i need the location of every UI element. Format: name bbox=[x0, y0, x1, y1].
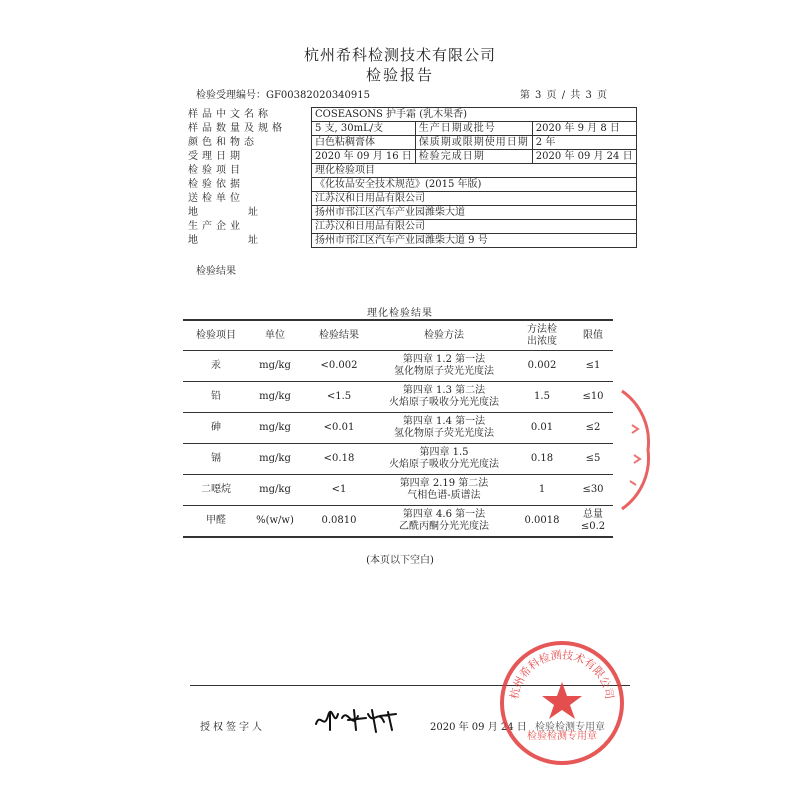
info-value: COSEASONS 护手霜 (乳木果香) bbox=[312, 108, 637, 122]
company-name: 杭州希科检测技术有限公司 bbox=[303, 46, 496, 64]
cell-limit: ≤5 bbox=[573, 444, 613, 475]
info-label: 地址 bbox=[188, 207, 308, 218]
cell-limit: ≤1 bbox=[573, 351, 613, 382]
info-label: 颜色和物态 bbox=[188, 137, 258, 148]
col-header-method: 检验方法 bbox=[377, 320, 511, 351]
seal-bottom-text: 检验检测专用章 bbox=[527, 731, 597, 742]
results-section-label: 检验结果 bbox=[196, 266, 236, 277]
cell-detect: 0.0018 bbox=[511, 506, 573, 538]
table-row bbox=[183, 444, 613, 475]
sample-info-table bbox=[183, 107, 637, 248]
col-header-unit: 单位 bbox=[249, 320, 301, 351]
cell-method bbox=[377, 351, 511, 382]
cell-method bbox=[377, 506, 511, 538]
method-line: 第四章 1.4 第一法 bbox=[402, 416, 486, 427]
cell-limit: ≤10 bbox=[573, 382, 613, 413]
info-label: 生产企业 bbox=[188, 221, 244, 232]
info-value: 《化妆品安全技术规范》(2015 年版) bbox=[312, 178, 637, 192]
cell-unit: mg/kg bbox=[249, 382, 301, 413]
method-line: 氢化物原子荧光光度法 bbox=[394, 366, 494, 377]
cell-detect: 1 bbox=[511, 475, 573, 506]
col-header-limit: 限值 bbox=[573, 320, 613, 351]
cell-result: <0.01 bbox=[301, 413, 377, 444]
info-value: 白色粘稠膏体 bbox=[312, 136, 416, 150]
cell-unit: %(w/w) bbox=[249, 506, 301, 538]
cell-unit: mg/kg bbox=[249, 475, 301, 506]
info-value: 2020 年 09 月 24 日 bbox=[532, 150, 636, 164]
info-row bbox=[183, 234, 636, 248]
method-line: 火焰原子吸收分光光度法 bbox=[389, 459, 499, 470]
accession-row bbox=[196, 86, 608, 101]
cell-result: <0.18 bbox=[301, 444, 377, 475]
col-header-result: 检验结果 bbox=[301, 320, 377, 351]
cell-limit: 总量≤0.2 bbox=[573, 506, 613, 538]
table-row bbox=[183, 351, 613, 382]
col-header-detect bbox=[511, 320, 573, 351]
page-number: 第 3 页 / 共 3 页 bbox=[519, 90, 608, 101]
info-value: 扬州市邗江区汽车产业园潍柴大道 9 号 bbox=[312, 234, 637, 248]
info-value: 2020 年 9 月 8 日 bbox=[532, 122, 636, 136]
cell-unit: mg/kg bbox=[249, 351, 301, 382]
info-label: 检验完成日期 bbox=[415, 150, 532, 164]
method-line: 第四章 1.5 bbox=[419, 447, 469, 458]
sign-date: 2020 年 09 月 24 日 bbox=[430, 722, 527, 733]
results-table bbox=[183, 319, 613, 538]
signatory-label: 授权签字人 bbox=[200, 722, 265, 733]
method-line: 第四章 1.3 第二法 bbox=[402, 385, 486, 396]
seal-overlap-text: 检验检测专用章 bbox=[535, 722, 605, 733]
info-label: 检验项目 bbox=[188, 165, 244, 176]
info-value: 理化检验项目 bbox=[312, 164, 637, 178]
cell-detect: 0.002 bbox=[511, 351, 573, 382]
results-table-caption: 理化检验结果 bbox=[367, 308, 433, 319]
table-row bbox=[183, 475, 613, 506]
cell-item: 汞 bbox=[183, 351, 249, 382]
info-value: 江苏汉和日用品有限公司 bbox=[312, 220, 637, 234]
company-seal-stamp bbox=[497, 638, 627, 768]
cell-result: <0.002 bbox=[301, 351, 377, 382]
cell-detect: 0.18 bbox=[511, 444, 573, 475]
info-row bbox=[183, 108, 636, 122]
table-row bbox=[183, 413, 613, 444]
blank-below-note: (本页以下空白) bbox=[366, 555, 434, 566]
cell-item: 甲醛 bbox=[183, 506, 249, 538]
info-row bbox=[183, 122, 636, 136]
cell-unit: mg/kg bbox=[249, 444, 301, 475]
cell-limit: ≤30 bbox=[573, 475, 613, 506]
cell-detect: 0.01 bbox=[511, 413, 573, 444]
accession-number: 检验受理编号：GF00382020340915 bbox=[196, 90, 370, 101]
detect-header-line: 出浓度 bbox=[527, 335, 557, 347]
method-line: 第四章 1.2 第一法 bbox=[402, 354, 486, 365]
cell-method bbox=[377, 413, 511, 444]
handwritten-signature bbox=[312, 704, 402, 734]
method-line: 氢化物原子荧光光度法 bbox=[394, 428, 494, 439]
info-value: 5 支, 30mL/支 bbox=[312, 122, 416, 136]
method-line: 乙酰丙酮分光光度法 bbox=[399, 521, 489, 532]
info-value: 江苏汉和日用品有限公司 bbox=[312, 192, 637, 206]
results-header-row bbox=[183, 320, 613, 351]
cell-unit: mg/kg bbox=[249, 413, 301, 444]
cell-result: <1.5 bbox=[301, 382, 377, 413]
info-row bbox=[183, 192, 636, 206]
cell-method bbox=[377, 475, 511, 506]
info-row bbox=[183, 206, 636, 220]
report-title: 检验报告 bbox=[365, 66, 434, 84]
cell-item: 铅 bbox=[183, 382, 249, 413]
cell-method bbox=[377, 382, 511, 413]
method-line: 第四章 4.6 第一法 bbox=[402, 509, 486, 520]
cell-detect: 1.5 bbox=[511, 382, 573, 413]
table-row bbox=[183, 506, 613, 538]
info-row bbox=[183, 178, 636, 192]
info-label: 样品数量及规格 bbox=[188, 123, 286, 134]
cell-item: 二噁烷 bbox=[183, 475, 249, 506]
cell-result: 0.0810 bbox=[301, 506, 377, 538]
info-row bbox=[183, 164, 636, 178]
cell-item: 镉 bbox=[183, 444, 249, 475]
cell-method bbox=[377, 444, 511, 475]
col-header-item: 检验项目 bbox=[183, 320, 249, 351]
info-label: 保质期或限期使用日期 bbox=[415, 136, 532, 150]
info-label: 生产日期或批号 bbox=[415, 122, 532, 136]
info-value: 2020 年 09 月 16 日 bbox=[312, 150, 416, 164]
info-label: 送检单位 bbox=[188, 193, 244, 204]
seal-company-text: 杭州希科检测技术有限公司 bbox=[507, 648, 617, 701]
cell-limit: ≤2 bbox=[573, 413, 613, 444]
method-line: 第四章 2.19 第二法 bbox=[399, 478, 489, 489]
info-row bbox=[183, 136, 636, 150]
info-value: 2 年 bbox=[532, 136, 636, 150]
info-row bbox=[183, 150, 636, 164]
detect-header-line: 方法检 bbox=[527, 323, 557, 335]
seal-edge-stamp bbox=[618, 385, 652, 515]
info-label: 受理日期 bbox=[188, 151, 244, 162]
info-value: 扬州市邗江区汽车产业园潍柴大道 bbox=[312, 206, 637, 220]
info-row bbox=[183, 220, 636, 234]
info-label: 检验依据 bbox=[188, 179, 244, 190]
cell-result: <1 bbox=[301, 475, 377, 506]
info-label: 地址 bbox=[188, 235, 308, 246]
table-row bbox=[183, 382, 613, 413]
method-line: 火焰原子吸收分光光度法 bbox=[389, 397, 499, 408]
info-label: 样品中文名称 bbox=[188, 109, 272, 120]
cell-item: 砷 bbox=[183, 413, 249, 444]
method-line: 气相色谱-质谱法 bbox=[407, 490, 481, 501]
